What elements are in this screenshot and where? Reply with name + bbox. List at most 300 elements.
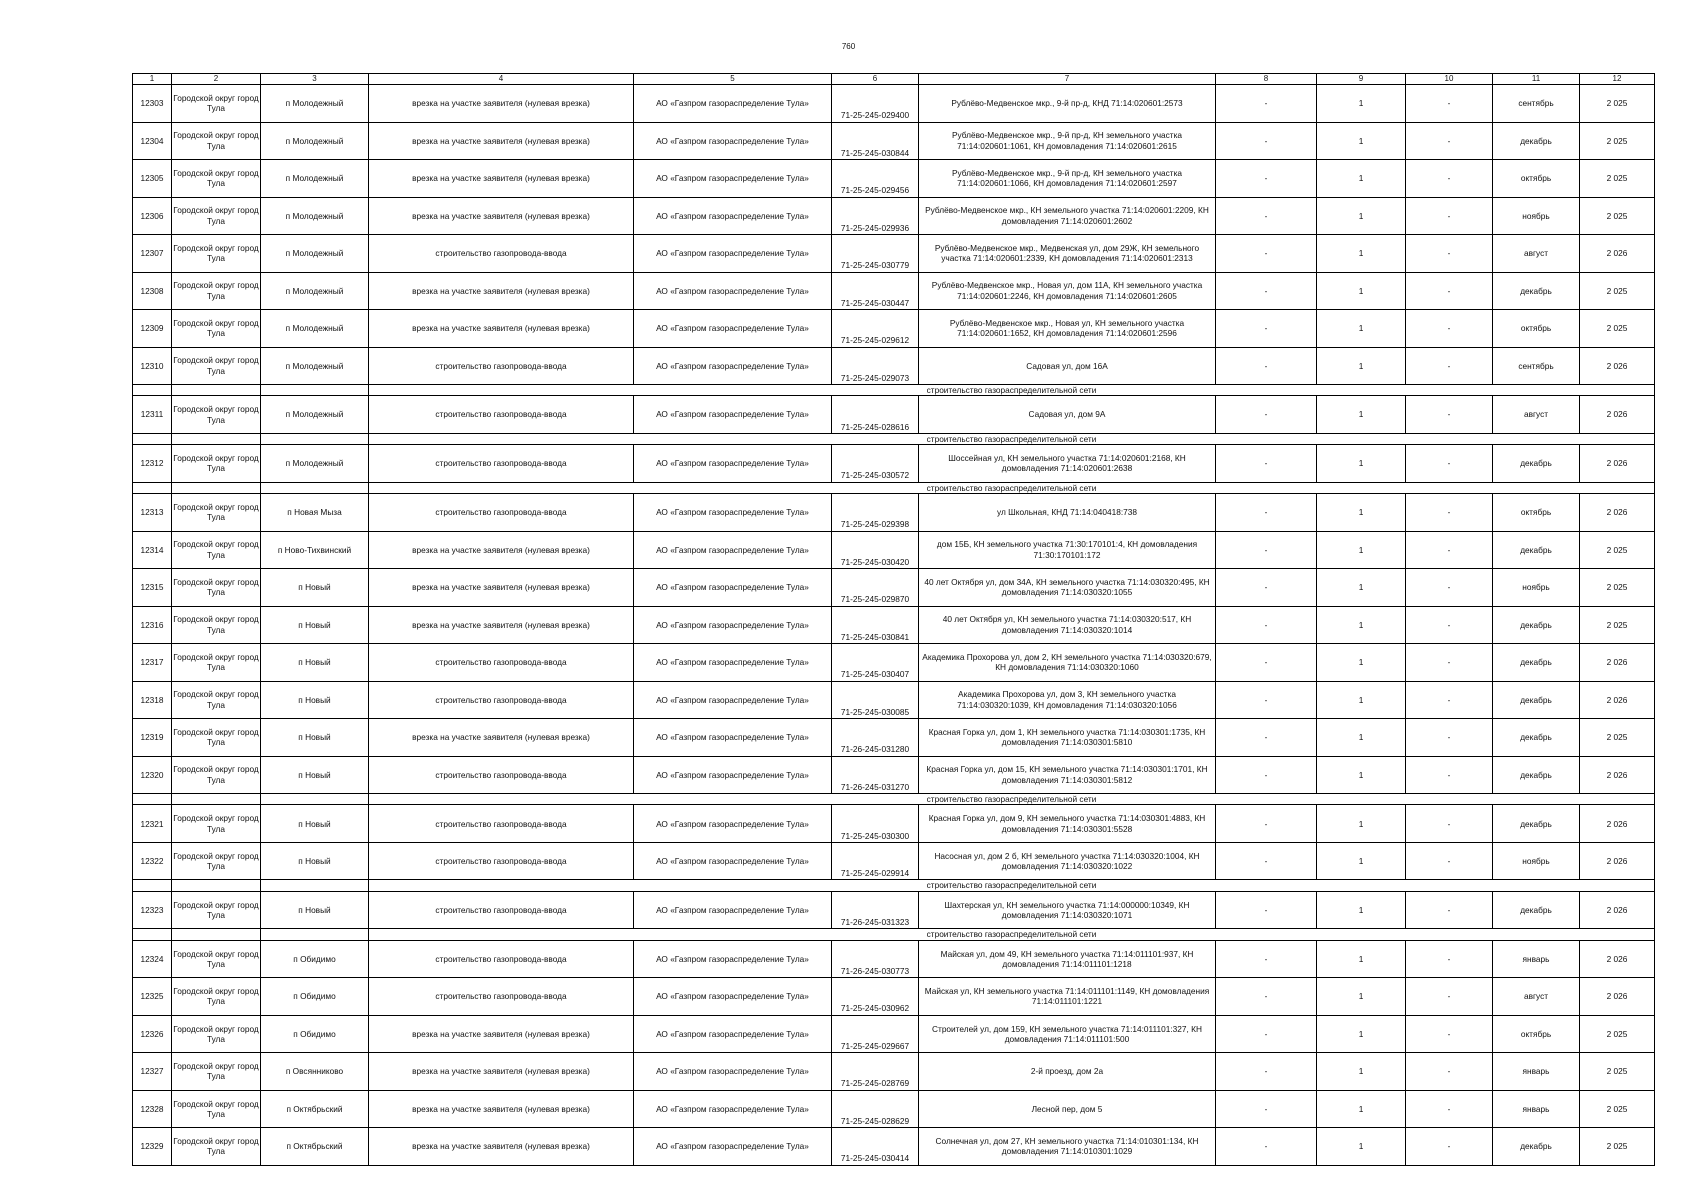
col10-cell: - [1406,978,1493,1016]
application-code-cell: 71-25-245-028629 [832,1090,919,1128]
col9-cell: 1 [1317,606,1406,644]
column-number-cell: 3 [261,74,369,85]
col10-cell: - [1406,160,1493,198]
municipality-cell: Городской округ город Тула [172,396,261,434]
col8-cell: - [1216,842,1317,880]
col8-cell: - [1216,197,1317,235]
year-cell: 2 026 [1580,805,1655,843]
table-row [133,978,1655,1016]
work-type-cell: врезка на участке заявителя (нулевая врезка) [369,1053,634,1091]
col10-cell: - [1406,396,1493,434]
work-type-cell: строительство газопровода-ввода [369,347,634,385]
subheader-row [133,482,1655,493]
row-number-cell: 12305 [133,160,172,198]
settlement-cell: п Новый [261,606,369,644]
col10-cell: - [1406,531,1493,569]
col8-cell: - [1216,122,1317,160]
settlement-cell: п Новый [261,569,369,607]
col10-cell: - [1406,719,1493,757]
col9-cell: 1 [1317,842,1406,880]
address-cell: Академика Прохорова ул, дом 2, КН земельного участка 71:14:030320:679, КН домовладения 71:14:030320:1060 [919,644,1216,682]
subheader-label: строительство газораспределительной сети [369,880,1655,891]
col10-cell: - [1406,347,1493,385]
spacer-cell [133,929,172,940]
application-code-cell: 71-25-245-029398 [832,494,919,532]
subheader-label: строительство газораспределительной сети [369,385,1655,396]
settlement-cell: п Обидимо [261,978,369,1016]
col9-cell: 1 [1317,531,1406,569]
application-code-cell: 71-25-245-030414 [832,1128,919,1166]
year-cell: 2 025 [1580,310,1655,348]
row-number-cell: 12324 [133,940,172,978]
table-row [133,272,1655,310]
col10-cell: - [1406,940,1493,978]
col9-cell: 1 [1317,719,1406,757]
col10-cell: - [1406,756,1493,794]
row-number-cell: 12321 [133,805,172,843]
municipality-cell: Городской округ город Тула [172,160,261,198]
column-number-cell: 1 [133,74,172,85]
settlement-cell: п Новый [261,681,369,719]
table-row [133,719,1655,757]
municipality-cell: Городской округ город Тула [172,1015,261,1053]
table-row [133,1090,1655,1128]
municipality-cell: Городской округ город Тула [172,1090,261,1128]
address-cell: ул Школьная, КНД 71:14:040418:738 [919,494,1216,532]
year-cell: 2 025 [1580,85,1655,123]
settlement-cell: п Молодежный [261,310,369,348]
year-cell: 2 025 [1580,606,1655,644]
work-type-cell: врезка на участке заявителя (нулевая врезка) [369,310,634,348]
month-cell: август [1493,235,1580,273]
year-cell: 2 026 [1580,347,1655,385]
organization-cell: АО «Газпром газораспределение Тула» [634,160,832,198]
year-cell: 2 026 [1580,396,1655,434]
address-cell: 2-й проезд, дом 2а [919,1053,1216,1091]
month-cell: август [1493,978,1580,1016]
year-cell: 2 026 [1580,235,1655,273]
settlement-cell: п Ново-Тихвинский [261,531,369,569]
col9-cell: 1 [1317,805,1406,843]
month-cell: декабрь [1493,445,1580,483]
organization-cell: АО «Газпром газораспределение Тула» [634,805,832,843]
work-type-cell: врезка на участке заявителя (нулевая врезка) [369,719,634,757]
application-code-cell: 71-25-245-030085 [832,681,919,719]
organization-cell: АО «Газпром газораспределение Тула» [634,445,832,483]
spacer-cell [133,794,172,805]
settlement-cell: п Молодежный [261,445,369,483]
municipality-cell: Городской округ город Тула [172,531,261,569]
spacer-cell [133,482,172,493]
settlement-cell: п Новый [261,805,369,843]
row-number-cell: 12328 [133,1090,172,1128]
table-row [133,1015,1655,1053]
col8-cell: - [1216,978,1317,1016]
address-cell: Рублёво-Медвенское мкр., 9-й пр-д, КН земельного участка 71:14:020601:1066, КН домовладения 71:14:020601:2597 [919,160,1216,198]
subheader-label: строительство газораспределительной сети [369,482,1655,493]
organization-cell: АО «Газпром газораспределение Тула» [634,644,832,682]
application-code-cell: 71-25-245-029667 [832,1015,919,1053]
row-number-cell: 12311 [133,396,172,434]
table-row [133,681,1655,719]
spacer-cell [261,794,369,805]
work-type-cell: строительство газопровода-ввода [369,891,634,929]
column-number-cell: 7 [919,74,1216,85]
month-cell: декабрь [1493,644,1580,682]
settlement-cell: п Новая Мыза [261,494,369,532]
month-cell: октябрь [1493,1015,1580,1053]
municipality-cell: Городской округ город Тула [172,842,261,880]
work-type-cell: врезка на участке заявителя (нулевая врезка) [369,272,634,310]
spacer-cell [172,433,261,444]
month-cell: ноябрь [1493,569,1580,607]
application-code-cell: 71-25-245-029612 [832,310,919,348]
work-type-cell: врезка на участке заявителя (нулевая врезка) [369,85,634,123]
table-row [133,644,1655,682]
row-number-cell: 12320 [133,756,172,794]
col8-cell: - [1216,1015,1317,1053]
col8-cell: - [1216,310,1317,348]
table-row [133,1128,1655,1166]
subheader-row [133,880,1655,891]
settlement-cell: п Октябрьский [261,1128,369,1166]
gas-connection-table [132,73,1655,1166]
organization-cell: АО «Газпром газораспределение Тула» [634,681,832,719]
table-row [133,235,1655,273]
organization-cell: АО «Газпром газораспределение Тула» [634,1015,832,1053]
month-cell: декабрь [1493,1128,1580,1166]
municipality-cell: Городской округ город Тула [172,85,261,123]
col9-cell: 1 [1317,891,1406,929]
row-number-cell: 12310 [133,347,172,385]
organization-cell: АО «Газпром газораспределение Тула» [634,396,832,434]
col10-cell: - [1406,1053,1493,1091]
municipality-cell: Городской округ город Тула [172,122,261,160]
address-cell: Красная Горка ул, дом 1, КН земельного участка 71:14:030301:1735, КН домовладения 71:14:030301:5810 [919,719,1216,757]
column-number-cell: 8 [1216,74,1317,85]
row-number-cell: 12322 [133,842,172,880]
organization-cell: АО «Газпром газораспределение Тула» [634,347,832,385]
col8-cell: - [1216,396,1317,434]
col8-cell: - [1216,85,1317,123]
application-code-cell: 71-25-245-030572 [832,445,919,483]
address-cell: Строителей ул, дом 159, КН земельного участка 71:14:011101:327, КН домовладения 71:14:011101:500 [919,1015,1216,1053]
organization-cell: АО «Газпром газораспределение Тула» [634,85,832,123]
settlement-cell: п Новый [261,756,369,794]
organization-cell: АО «Газпром газораспределение Тула» [634,1090,832,1128]
month-cell: октябрь [1493,160,1580,198]
work-type-cell: строительство газопровода-ввода [369,940,634,978]
row-number-cell: 12318 [133,681,172,719]
address-cell: Рублёво-Медвенское мкр., Новая ул, дом 11А, КН земельного участка 71:14:020601:2246, КН домовладения 71:14:020601:2605 [919,272,1216,310]
table-row [133,197,1655,235]
year-cell: 2 026 [1580,644,1655,682]
col8-cell: - [1216,891,1317,929]
settlement-cell: п Обидимо [261,1015,369,1053]
settlement-cell: п Молодежный [261,272,369,310]
address-cell: Садовая ул, дом 9А [919,396,1216,434]
organization-cell: АО «Газпром газораспределение Тула» [634,719,832,757]
col8-cell: - [1216,1090,1317,1128]
work-type-cell: строительство газопровода-ввода [369,842,634,880]
organization-cell: АО «Газпром газораспределение Тула» [634,272,832,310]
col8-cell: - [1216,569,1317,607]
application-code-cell: 71-25-245-029073 [832,347,919,385]
organization-cell: АО «Газпром газораспределение Тула» [634,978,832,1016]
col8-cell: - [1216,719,1317,757]
table-row [133,396,1655,434]
column-number-cell: 2 [172,74,261,85]
address-cell: Шоссейная ул, КН земельного участка 71:14:020601:2168, КН домовладения 71:14:020601:2638 [919,445,1216,483]
application-code-cell: 71-26-245-031323 [832,891,919,929]
address-cell: 40 лет Октября ул, КН земельного участка 71:14:030320:517, КН домовладения 71:14:030320:1014 [919,606,1216,644]
spacer-cell [172,880,261,891]
table-row [133,606,1655,644]
col9-cell: 1 [1317,160,1406,198]
municipality-cell: Городской округ город Тула [172,235,261,273]
table-row [133,569,1655,607]
address-cell: Рублёво-Медвенское мкр., Медвенская ул, дом 29Ж, КН земельного участка 71:14:020601:2339, КН домовладения 71:14:020601:2313 [919,235,1216,273]
table-row [133,891,1655,929]
address-cell: Садовая ул, дом 16А [919,347,1216,385]
month-cell: январь [1493,1053,1580,1091]
work-type-cell: врезка на участке заявителя (нулевая врезка) [369,1015,634,1053]
col9-cell: 1 [1317,494,1406,532]
application-code-cell: 71-25-245-028616 [832,396,919,434]
col8-cell: - [1216,235,1317,273]
table-row [133,756,1655,794]
row-number-cell: 12319 [133,719,172,757]
col8-cell: - [1216,1053,1317,1091]
col10-cell: - [1406,310,1493,348]
col9-cell: 1 [1317,1015,1406,1053]
application-code-cell: 71-25-245-029914 [832,842,919,880]
month-cell: декабрь [1493,272,1580,310]
spacer-cell [172,929,261,940]
col9-cell: 1 [1317,644,1406,682]
subheader-row [133,433,1655,444]
col10-cell: - [1406,842,1493,880]
col9-cell: 1 [1317,569,1406,607]
work-type-cell: строительство газопровода-ввода [369,978,634,1016]
table-row [133,445,1655,483]
settlement-cell: п Молодежный [261,197,369,235]
subheader-label: строительство газораспределительной сети [369,433,1655,444]
spacer-cell [172,385,261,396]
col9-cell: 1 [1317,197,1406,235]
year-cell: 2 025 [1580,272,1655,310]
row-number-cell: 12323 [133,891,172,929]
organization-cell: АО «Газпром газораспределение Тула» [634,606,832,644]
spacer-cell [172,794,261,805]
column-number-cell: 10 [1406,74,1493,85]
subheader-row [133,929,1655,940]
col8-cell: - [1216,756,1317,794]
column-number-header [133,74,1655,85]
month-cell: октябрь [1493,494,1580,532]
work-type-cell: строительство газопровода-ввода [369,494,634,532]
organization-cell: АО «Газпром газораспределение Тула» [634,235,832,273]
work-type-cell: врезка на участке заявителя (нулевая врезка) [369,1128,634,1166]
work-type-cell: врезка на участке заявителя (нулевая врезка) [369,1090,634,1128]
col10-cell: - [1406,644,1493,682]
page-number: 760 [841,42,856,51]
col8-cell: - [1216,681,1317,719]
table-row [133,531,1655,569]
col9-cell: 1 [1317,940,1406,978]
spacer-cell [172,482,261,493]
month-cell: декабрь [1493,805,1580,843]
row-number-cell: 12309 [133,310,172,348]
address-cell: Красная Горка ул, дом 15, КН земельного участка 71:14:030301:1701, КН домовладения 71:14:030301:5812 [919,756,1216,794]
settlement-cell: п Молодежный [261,396,369,434]
spacer-cell [261,880,369,891]
month-cell: январь [1493,1090,1580,1128]
municipality-cell: Городской округ город Тула [172,347,261,385]
municipality-cell: Городской округ город Тула [172,805,261,843]
application-code-cell: 71-25-245-030447 [832,272,919,310]
address-cell: Рублёво-Медвенское мкр., КН земельного участка 71:14:020601:2209, КН домовладения 71:14:020601:2602 [919,197,1216,235]
month-cell: ноябрь [1493,842,1580,880]
municipality-cell: Городской округ город Тула [172,978,261,1016]
row-number-cell: 12307 [133,235,172,273]
municipality-cell: Городской округ город Тула [172,272,261,310]
application-code-cell: 71-25-245-029870 [832,569,919,607]
col8-cell: - [1216,606,1317,644]
settlement-cell: п Молодежный [261,122,369,160]
municipality-cell: Городской округ город Тула [172,197,261,235]
work-type-cell: строительство газопровода-ввода [369,644,634,682]
table-row [133,940,1655,978]
month-cell: октябрь [1493,310,1580,348]
col9-cell: 1 [1317,756,1406,794]
address-cell: Рублёво-Медвенское мкр., 9-й пр-д, КНД 71:14:020601:2573 [919,85,1216,123]
organization-cell: АО «Газпром газораспределение Тула» [634,1128,832,1166]
col8-cell: - [1216,272,1317,310]
year-cell: 2 025 [1580,569,1655,607]
work-type-cell: врезка на участке заявителя (нулевая врезка) [369,160,634,198]
application-code-cell: 71-25-245-030962 [832,978,919,1016]
municipality-cell: Городской округ город Тула [172,606,261,644]
application-code-cell: 71-25-245-030420 [832,531,919,569]
month-cell: август [1493,396,1580,434]
col9-cell: 1 [1317,235,1406,273]
application-code-cell: 71-25-245-029456 [832,160,919,198]
municipality-cell: Городской округ город Тула [172,891,261,929]
table-row [133,347,1655,385]
col10-cell: - [1406,494,1493,532]
col8-cell: - [1216,494,1317,532]
address-cell: Майская ул, КН земельного участка 71:14:011101:1149, КН домовладения 71:14:011101:1221 [919,978,1216,1016]
col10-cell: - [1406,122,1493,160]
row-number-cell: 12329 [133,1128,172,1166]
organization-cell: АО «Газпром газораспределение Тула» [634,531,832,569]
col10-cell: - [1406,85,1493,123]
col9-cell: 1 [1317,978,1406,1016]
application-code-cell: 71-25-245-030841 [832,606,919,644]
col9-cell: 1 [1317,85,1406,123]
row-number-cell: 12312 [133,445,172,483]
address-cell: Рублёво-Медвенское мкр., 9-й пр-д, КН земельного участка 71:14:020601:1061, КН домовладения 71:14:020601:2615 [919,122,1216,160]
col10-cell: - [1406,235,1493,273]
year-cell: 2 026 [1580,445,1655,483]
work-type-cell: строительство газопровода-ввода [369,756,634,794]
column-number-cell: 9 [1317,74,1406,85]
table-row [133,160,1655,198]
col10-cell: - [1406,445,1493,483]
address-cell: Красная Горка ул, дом 9, КН земельного участка 71:14:030301:4883, КН домовладения 71:14:030301:5528 [919,805,1216,843]
col10-cell: - [1406,1015,1493,1053]
table-row [133,85,1655,123]
col10-cell: - [1406,569,1493,607]
settlement-cell: п Молодежный [261,160,369,198]
subheader-label: строительство газораспределительной сети [369,929,1655,940]
table-row [133,805,1655,843]
spacer-cell [261,929,369,940]
month-cell: январь [1493,940,1580,978]
spacer-cell [261,385,369,396]
municipality-cell: Городской округ город Тула [172,569,261,607]
row-number-cell: 12316 [133,606,172,644]
row-number-cell: 12314 [133,531,172,569]
settlement-cell: п Обидимо [261,940,369,978]
address-cell: 40 лет Октября ул, дом 34А, КН земельного участка 71:14:030320:495, КН домовладения 71:14:030320:1055 [919,569,1216,607]
table-row [133,310,1655,348]
settlement-cell: п Новый [261,842,369,880]
col9-cell: 1 [1317,1053,1406,1091]
year-cell: 2 025 [1580,122,1655,160]
col9-cell: 1 [1317,681,1406,719]
spacer-cell [133,880,172,891]
work-type-cell: врезка на участке заявителя (нулевая врезка) [369,122,634,160]
work-type-cell: строительство газопровода-ввода [369,235,634,273]
application-code-cell: 71-26-245-031270 [832,756,919,794]
year-cell: 2 025 [1580,160,1655,198]
year-cell: 2 026 [1580,756,1655,794]
col9-cell: 1 [1317,396,1406,434]
row-number-cell: 12313 [133,494,172,532]
col10-cell: - [1406,606,1493,644]
row-number-cell: 12306 [133,197,172,235]
col10-cell: - [1406,197,1493,235]
settlement-cell: п Молодежный [261,85,369,123]
settlement-cell: п Новый [261,644,369,682]
year-cell: 2 026 [1580,494,1655,532]
organization-cell: АО «Газпром газораспределение Тула» [634,197,832,235]
work-type-cell: врезка на участке заявителя (нулевая врезка) [369,569,634,607]
address-cell: Шахтерская ул, КН земельного участка 71:14:000000:10349, КН домовладения 71:14:030320:1071 [919,891,1216,929]
row-number-cell: 12317 [133,644,172,682]
settlement-cell: п Новый [261,891,369,929]
work-type-cell: строительство газопровода-ввода [369,396,634,434]
col8-cell: - [1216,347,1317,385]
column-number-cell: 4 [369,74,634,85]
year-cell: 2 025 [1580,1015,1655,1053]
month-cell: декабрь [1493,756,1580,794]
work-type-cell: врезка на участке заявителя (нулевая врезка) [369,531,634,569]
spacer-cell [133,385,172,396]
work-type-cell: врезка на участке заявителя (нулевая врезка) [369,606,634,644]
organization-cell: АО «Газпром газораспределение Тула» [634,569,832,607]
year-cell: 2 026 [1580,842,1655,880]
municipality-cell: Городской округ город Тула [172,1128,261,1166]
month-cell: ноябрь [1493,197,1580,235]
year-cell: 2 026 [1580,891,1655,929]
col8-cell: - [1216,805,1317,843]
application-code-cell: 71-25-245-029936 [832,197,919,235]
application-code-cell: 71-25-245-030844 [832,122,919,160]
municipality-cell: Городской округ город Тула [172,1053,261,1091]
